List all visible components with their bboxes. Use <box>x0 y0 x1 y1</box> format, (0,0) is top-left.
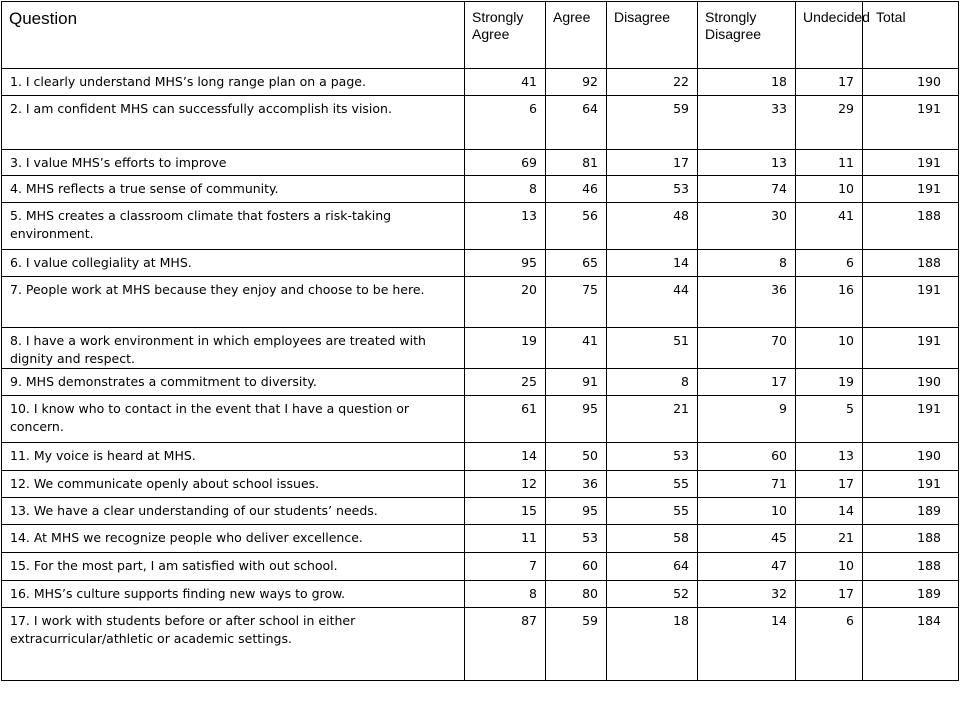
table-row <box>2 443 959 471</box>
cell-strongly-disagree: 18 <box>698 69 796 96</box>
cell-agree: 41 <box>546 328 607 369</box>
cell-strongly-disagree: 8 <box>698 250 796 277</box>
cell-strongly-disagree: 70 <box>698 328 796 369</box>
header-total: Total <box>863 2 959 69</box>
cell-strongly-agree: 8 <box>465 581 546 608</box>
table-row <box>2 277 959 328</box>
cell-agree: 64 <box>546 96 607 150</box>
cell-agree: 56 <box>546 203 607 250</box>
cell-undecided: 17 <box>796 69 863 96</box>
header-strongly-agree: Strongly Agree <box>465 2 546 69</box>
cell-undecided: 17 <box>796 581 863 608</box>
header-question: Question <box>2 2 465 69</box>
table-row <box>2 250 959 277</box>
cell-undecided: 11 <box>796 150 863 176</box>
cell-agree: 80 <box>546 581 607 608</box>
cell-undecided: 10 <box>796 176 863 203</box>
cell-total: 191 <box>863 150 959 176</box>
cell-strongly-agree: 12 <box>465 471 546 498</box>
cell-undecided: 10 <box>796 328 863 369</box>
table-row <box>2 553 959 581</box>
cell-undecided: 29 <box>796 96 863 150</box>
table-row <box>2 396 959 443</box>
header-agree: Agree <box>546 2 607 69</box>
cell-undecided: 41 <box>796 203 863 250</box>
cell-agree: 50 <box>546 443 607 471</box>
cell-total: 191 <box>863 396 959 443</box>
cell-strongly-agree: 87 <box>465 608 546 681</box>
cell-total: 189 <box>863 498 959 525</box>
cell-question: 15. For the most part, I am satisfied with out school. <box>2 553 465 581</box>
survey-results-table <box>1 1 959 681</box>
cell-total: 190 <box>863 369 959 396</box>
cell-agree: 91 <box>546 369 607 396</box>
cell-total: 188 <box>863 525 959 553</box>
cell-question: 3. I value MHS’s efforts to improve <box>2 150 465 176</box>
cell-agree: 60 <box>546 553 607 581</box>
cell-total: 188 <box>863 250 959 277</box>
cell-disagree: 55 <box>607 498 698 525</box>
cell-total: 191 <box>863 328 959 369</box>
cell-agree: 75 <box>546 277 607 328</box>
cell-strongly-disagree: 30 <box>698 203 796 250</box>
table-row <box>2 176 959 203</box>
cell-agree: 46 <box>546 176 607 203</box>
cell-strongly-agree: 6 <box>465 96 546 150</box>
cell-disagree: 8 <box>607 369 698 396</box>
cell-strongly-agree: 41 <box>465 69 546 96</box>
cell-disagree: 22 <box>607 69 698 96</box>
cell-strongly-disagree: 13 <box>698 150 796 176</box>
cell-agree: 59 <box>546 608 607 681</box>
cell-strongly-disagree: 45 <box>698 525 796 553</box>
cell-strongly-agree: 95 <box>465 250 546 277</box>
cell-total: 188 <box>863 203 959 250</box>
cell-undecided: 6 <box>796 608 863 681</box>
cell-strongly-disagree: 14 <box>698 608 796 681</box>
header-disagree: Disagree <box>607 2 698 69</box>
cell-question: 12. We communicate openly about school issues. <box>2 471 465 498</box>
cell-strongly-agree: 11 <box>465 525 546 553</box>
cell-agree: 53 <box>546 525 607 553</box>
cell-total: 191 <box>863 277 959 328</box>
cell-disagree: 53 <box>607 176 698 203</box>
cell-question: 11. My voice is heard at MHS. <box>2 443 465 471</box>
cell-question: 14. At MHS we recognize people who deliver excellence. <box>2 525 465 553</box>
cell-strongly-agree: 7 <box>465 553 546 581</box>
table-row <box>2 525 959 553</box>
cell-question: 6. I value collegiality at MHS. <box>2 250 465 277</box>
cell-strongly-agree: 61 <box>465 396 546 443</box>
cell-question: 16. MHS’s culture supports finding new ways to grow. <box>2 581 465 608</box>
table-row <box>2 203 959 250</box>
cell-strongly-agree: 8 <box>465 176 546 203</box>
cell-strongly-disagree: 74 <box>698 176 796 203</box>
cell-strongly-agree: 13 <box>465 203 546 250</box>
cell-question: 1. I clearly understand MHS’s long range plan on a page. <box>2 69 465 96</box>
cell-undecided: 10 <box>796 553 863 581</box>
cell-strongly-disagree: 71 <box>698 471 796 498</box>
cell-disagree: 55 <box>607 471 698 498</box>
cell-undecided: 14 <box>796 498 863 525</box>
table-row <box>2 150 959 176</box>
cell-strongly-agree: 20 <box>465 277 546 328</box>
cell-total: 189 <box>863 581 959 608</box>
cell-question: 7. People work at MHS because they enjoy and choose to be here. <box>2 277 465 328</box>
cell-strongly-agree: 19 <box>465 328 546 369</box>
cell-undecided: 19 <box>796 369 863 396</box>
cell-question: 2. I am confident MHS can successfully accomplish its vision. <box>2 96 465 150</box>
cell-strongly-disagree: 47 <box>698 553 796 581</box>
cell-question: 9. MHS demonstrates a commitment to diversity. <box>2 369 465 396</box>
table-row <box>2 369 959 396</box>
cell-strongly-disagree: 33 <box>698 96 796 150</box>
cell-strongly-disagree: 9 <box>698 396 796 443</box>
header-row <box>2 2 959 69</box>
cell-strongly-disagree: 10 <box>698 498 796 525</box>
cell-agree: 65 <box>546 250 607 277</box>
cell-question: 8. I have a work environment in which employees are treated with dignity and respect. <box>2 328 465 369</box>
cell-agree: 36 <box>546 471 607 498</box>
cell-undecided: 6 <box>796 250 863 277</box>
cell-undecided: 5 <box>796 396 863 443</box>
header-strongly-disagree: Strongly Disagree <box>698 2 796 69</box>
cell-total: 188 <box>863 553 959 581</box>
cell-disagree: 58 <box>607 525 698 553</box>
cell-undecided: 21 <box>796 525 863 553</box>
cell-total: 191 <box>863 471 959 498</box>
cell-total: 191 <box>863 176 959 203</box>
cell-question: 5. MHS creates a classroom climate that fosters a risk-taking environment. <box>2 203 465 250</box>
cell-disagree: 64 <box>607 553 698 581</box>
cell-undecided: 16 <box>796 277 863 328</box>
table-row <box>2 471 959 498</box>
table-row <box>2 96 959 150</box>
table-row <box>2 328 959 369</box>
cell-disagree: 14 <box>607 250 698 277</box>
cell-strongly-agree: 25 <box>465 369 546 396</box>
table-row <box>2 498 959 525</box>
cell-total: 184 <box>863 608 959 681</box>
cell-disagree: 53 <box>607 443 698 471</box>
cell-agree: 95 <box>546 396 607 443</box>
cell-total: 190 <box>863 69 959 96</box>
cell-question: 4. MHS reflects a true sense of community. <box>2 176 465 203</box>
header-undecided: Undecided <box>796 2 863 69</box>
cell-strongly-agree: 69 <box>465 150 546 176</box>
cell-question: 13. We have a clear understanding of our students’ needs. <box>2 498 465 525</box>
cell-disagree: 59 <box>607 96 698 150</box>
cell-agree: 81 <box>546 150 607 176</box>
cell-strongly-agree: 15 <box>465 498 546 525</box>
table-row <box>2 581 959 608</box>
table-row <box>2 608 959 681</box>
cell-disagree: 48 <box>607 203 698 250</box>
cell-disagree: 21 <box>607 396 698 443</box>
cell-strongly-disagree: 32 <box>698 581 796 608</box>
cell-strongly-disagree: 17 <box>698 369 796 396</box>
table-row <box>2 69 959 96</box>
cell-strongly-disagree: 60 <box>698 443 796 471</box>
cell-agree: 92 <box>546 69 607 96</box>
cell-strongly-disagree: 36 <box>698 277 796 328</box>
cell-undecided: 13 <box>796 443 863 471</box>
cell-undecided: 17 <box>796 471 863 498</box>
cell-disagree: 44 <box>607 277 698 328</box>
cell-disagree: 18 <box>607 608 698 681</box>
cell-total: 190 <box>863 443 959 471</box>
cell-disagree: 17 <box>607 150 698 176</box>
cell-strongly-agree: 14 <box>465 443 546 471</box>
cell-total: 191 <box>863 96 959 150</box>
cell-question: 17. I work with students before or after school in either extracurricular/athletic or academic settings. <box>2 608 465 681</box>
cell-disagree: 51 <box>607 328 698 369</box>
cell-question: 10. I know who to contact in the event that I have a question or concern. <box>2 396 465 443</box>
cell-agree: 95 <box>546 498 607 525</box>
cell-disagree: 52 <box>607 581 698 608</box>
